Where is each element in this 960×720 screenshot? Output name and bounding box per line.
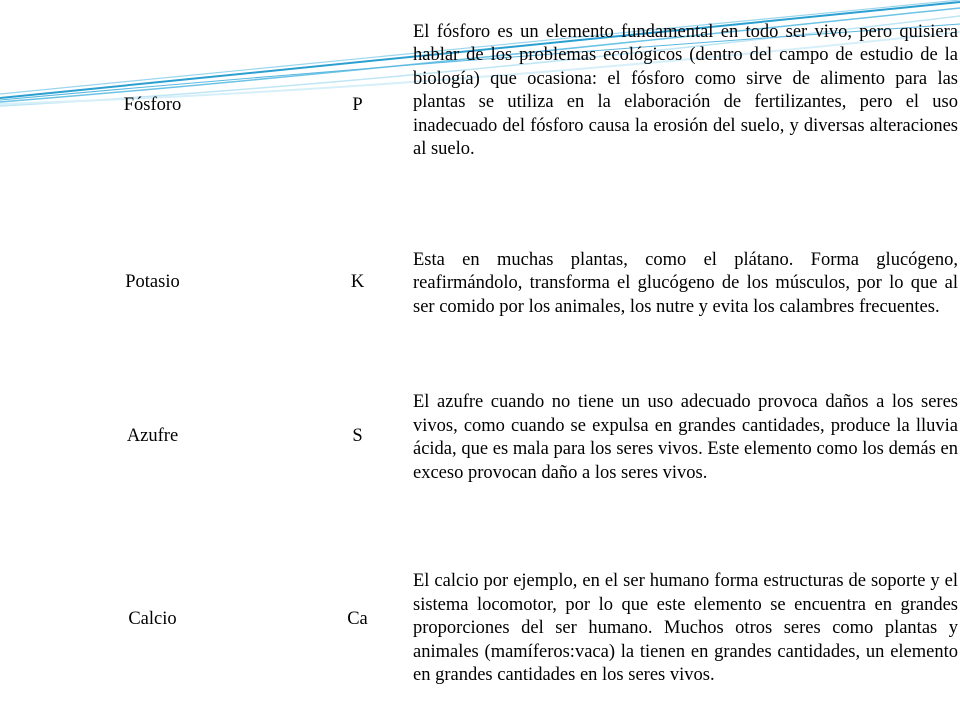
table-row [0, 520, 960, 720]
element-name: Fósforo [123, 95, 182, 116]
element-name: Calcio [128, 609, 177, 630]
element-description: Esta en muchas plantas, como el plátano. Forma glucógeno, reafirmándolo, transforma el glucógeno de los músculos, por lo que al ser comido por los animales, los nutre y evita los calambres frecuentes. [413, 249, 958, 317]
element-symbol: Ca [347, 609, 368, 630]
element-symbol: K [350, 272, 365, 293]
element-description-cell [410, 212, 960, 354]
element-description-cell [410, 520, 960, 720]
table-row [0, 0, 960, 212]
element-description-cell [410, 0, 960, 212]
element-symbol: P [352, 95, 363, 116]
element-name: Azufre [126, 426, 179, 447]
element-description: El fósforo es un elemento fundamental en todo ser vivo, pero quisiera hablar de los problemas ecológicos (dentro del campo de estudio de la biología) que ocasiona: el fósforo como sirve de alimento para las plantas se utiliza en la elaboración de fertilizantes, pero el uso inadecuado del fósforo causa la erosión del suelo, y diversas alteraciones al suelo. [413, 21, 958, 159]
element-description-cell [410, 354, 960, 520]
element-description: El calcio por ejemplo, en el ser humano forma estructuras de soporte y el sistema locomotor, por lo que este elemento se encuentra en grandes proporciones del ser humano. Muchos otros seres como plantas y animales (mamíferos:vaca) la tienen en grandes cantidades, un elemento en grandes cantidades en los seres vivos. [413, 571, 958, 686]
element-name: Potasio [125, 272, 180, 293]
table-row [0, 354, 960, 520]
element-symbol: S [352, 426, 363, 447]
table-row [0, 212, 960, 354]
element-description: El azufre cuando no tiene un uso adecuado provoca daños a los seres vivos, como cuando se expulsa en grandes cantidades, produce la lluvia ácida, que es mala para los seres vivos. Este elemento como los demás en exceso provocan daño a los seres vivos. [413, 392, 958, 483]
